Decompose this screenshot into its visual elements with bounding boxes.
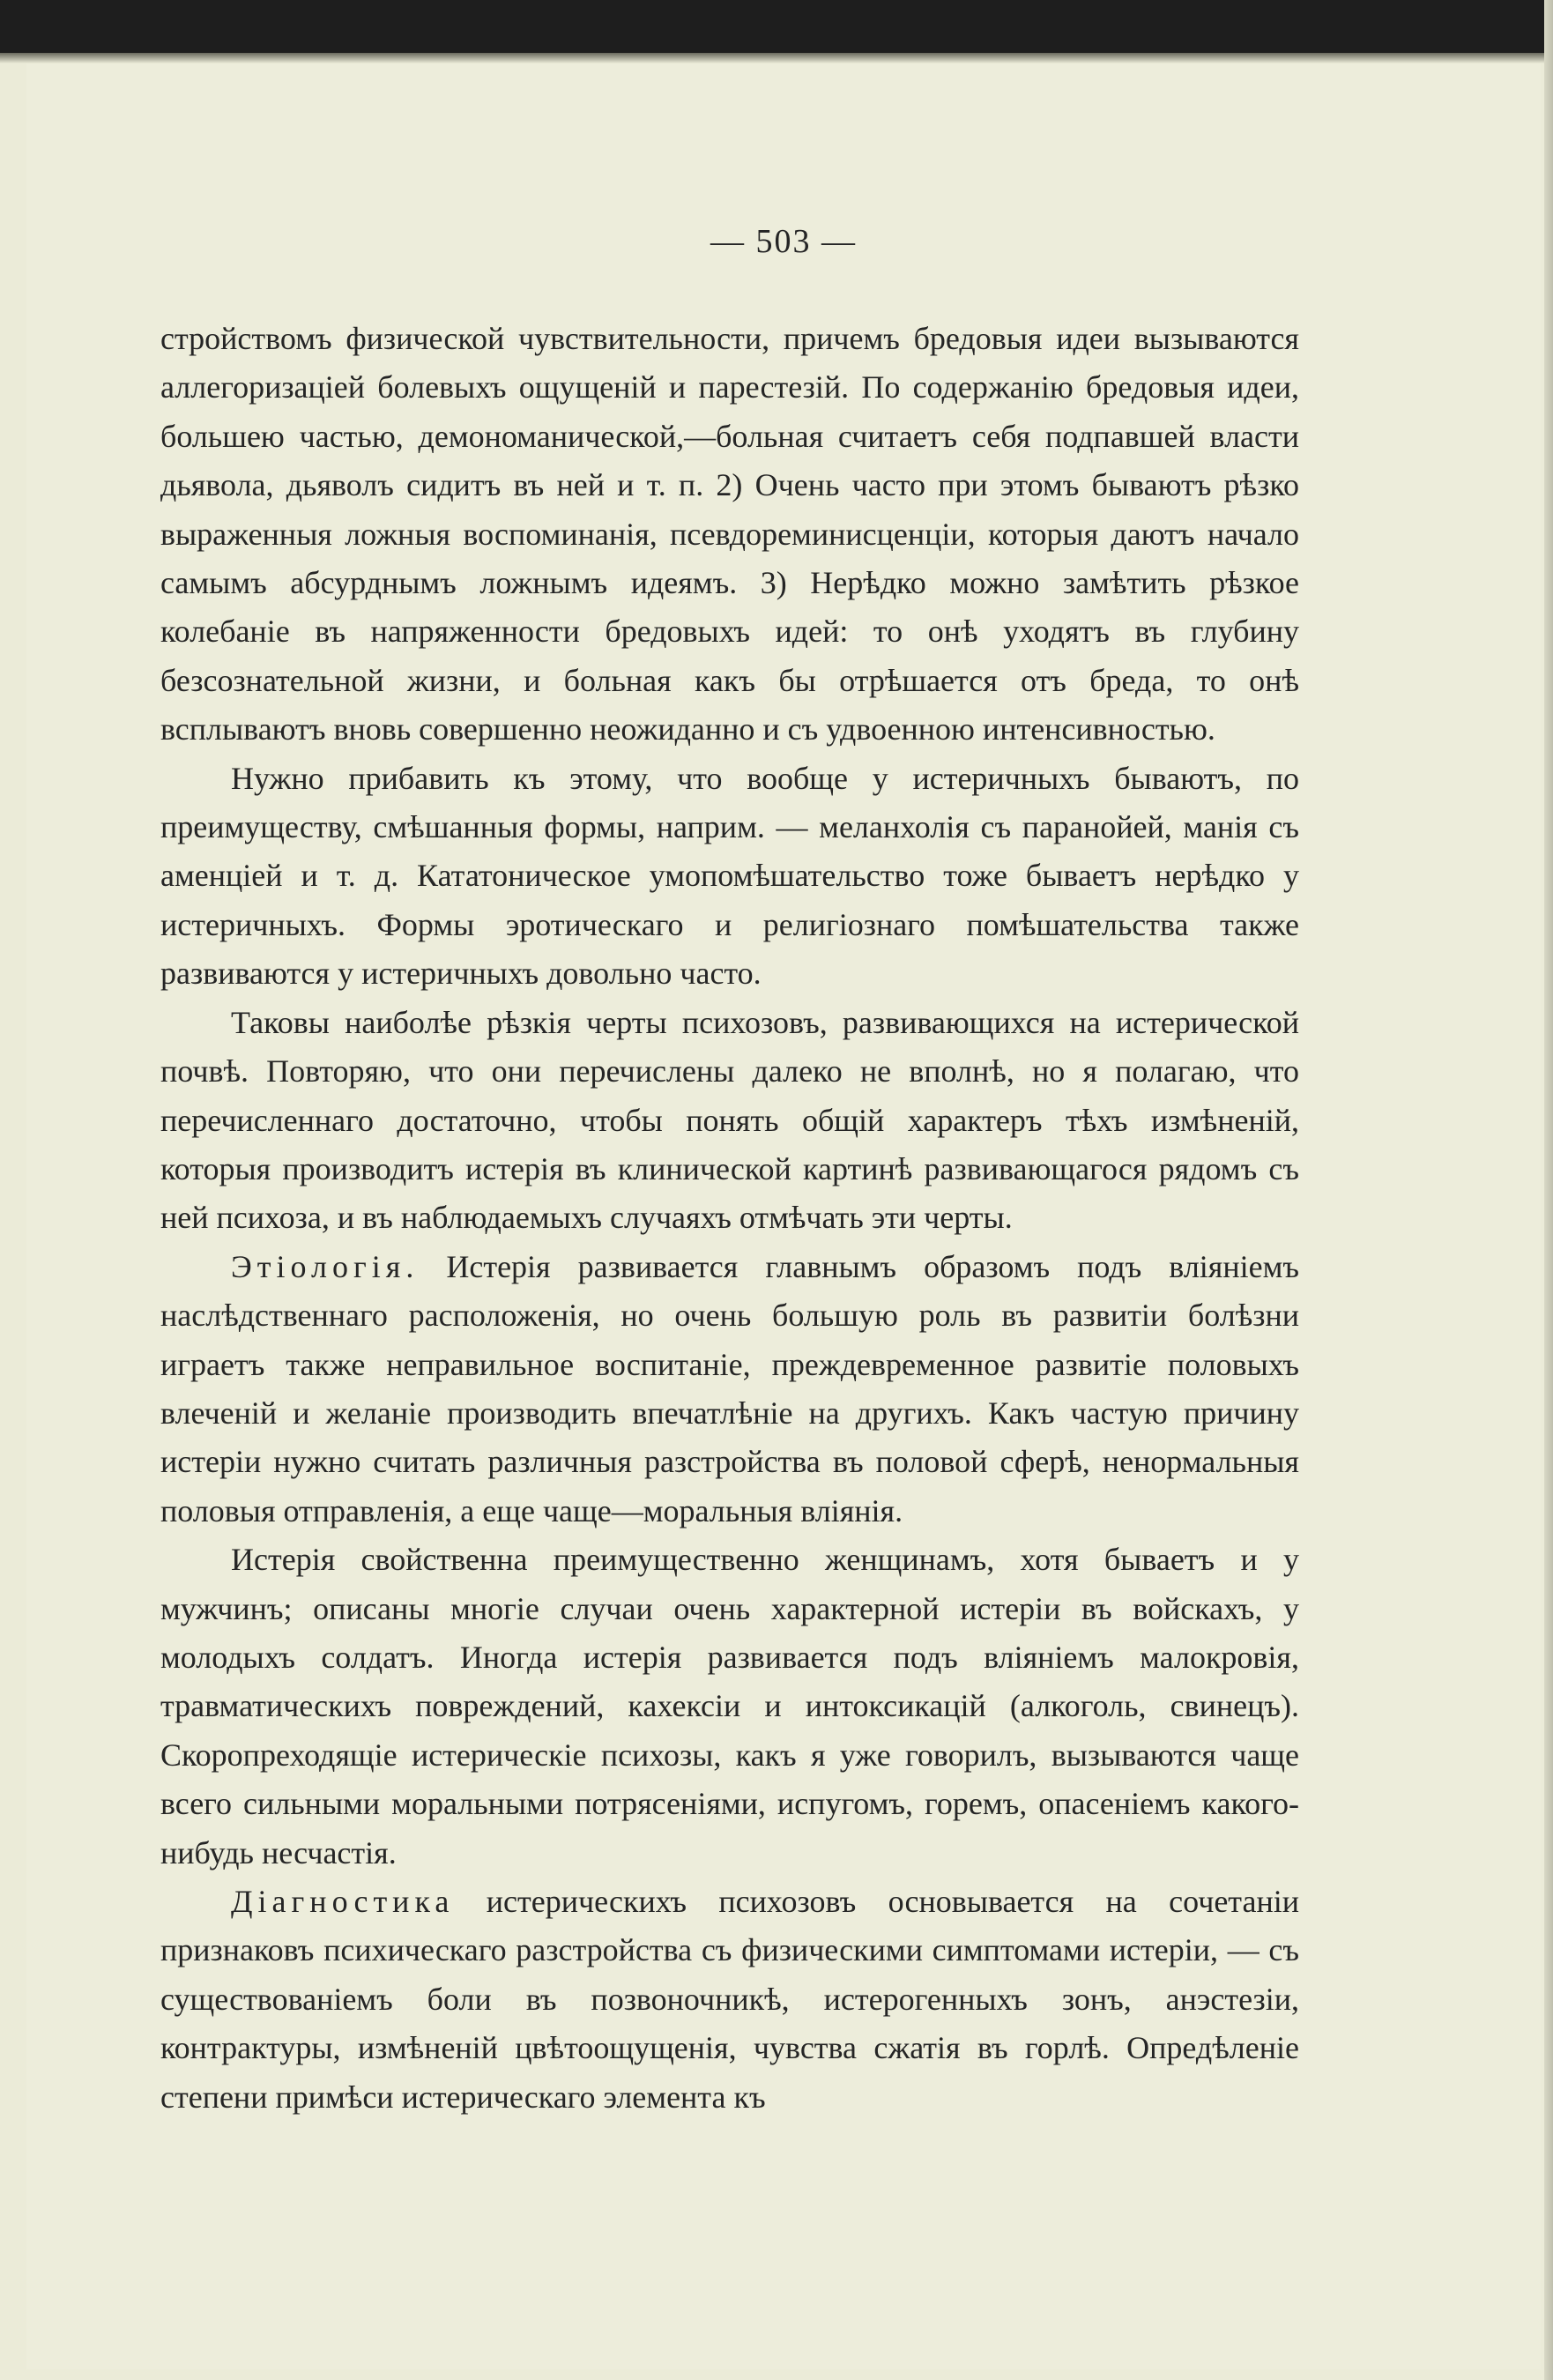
paragraph-4 bbox=[160, 1243, 1299, 1536]
paragraph-3 bbox=[160, 999, 1299, 1243]
book-page bbox=[26, 63, 1541, 2369]
diagnostics-term: Дiагностика bbox=[231, 1884, 455, 1919]
paragraph-3-text: Таковы наиболѣе рѣзкiя черты психозовъ, развивающихся на истерической почвѣ. Повторяю, что они перечислены далеко не вполнѣ, но я полагаю, что перечисленнаго достаточно, чтобы понять общiй характеръ тѣхъ измѣненiй, которыя производитъ истерiя въ клинической картинѣ развивающагося рядомъ съ ней психоза, и въ наблюдаемыхъ случаяхъ отмѣчать эти черты. bbox=[160, 1004, 1299, 1236]
paragraph-5-text: Истерiя свойственна преимущественно женщинамъ, хотя бываетъ и у мужчинъ; описаны многiе случаи очень характерной истерiи въ войскахъ, у молодыхъ солдатъ. Иногда истерiя развивается подъ влiянiемъ малокровiя, травматическихъ повреждений, кахексiи и интоксикацiй (алкоголь, свинецъ). Скоропреходящiе истерическiе психозы, какъ я уже говорилъ, вызываются чаще всего сильными моральными потрясенiями, испугомъ, горемъ, опасенiемъ какого-нибудь несчастiя. bbox=[160, 1542, 1299, 1871]
paragraph-5 bbox=[160, 1536, 1299, 1878]
scan-top-border bbox=[0, 0, 1553, 53]
paragraph-6 bbox=[160, 1878, 1299, 2122]
etiology-term: Этiологiя. bbox=[231, 1248, 420, 1284]
paragraph-1-text: стройствомъ физической чувствительности, причемъ бредовыя идеи вызываются аллегоризацiей болевыхъ ощущенiй и парестезiй. По содержанiю бредовыя идеи, большею частью, демономанической,—больная считаетъ себя подпавшей власти дьявола, дьяволъ сидитъ въ ней и т. п. 2) Очень часто при этомъ бываютъ рѣзко выраженныя ложныя воспоминанiя, псевдореминисценцiи, которыя даютъ начало самымъ абсурднымъ ложнымъ идеямъ. 3) Нерѣдко можно замѣтить рѣзкое колебанiе въ напряженности бредовыхъ идей: то онѣ уходятъ въ глубину безсознательной жизни, и больная какъ бы отрѣшается отъ бреда, то онѣ всплываютъ вновь совершенно неожиданно и съ удвоенною интенсивностью. bbox=[160, 321, 1299, 747]
paragraph-4-text: Истерiя развивается главнымъ образомъ подъ влiянiемъ наслѣдственнаго расположенiя, но очень большую роль въ развитiи болѣзни играетъ также неправильное воспитанiе, преждевременное развитiе половыхъ влеченiй и желанiе производить впечатлѣнiе на другихъ. Какъ частую причину истерiи нужно считать различныя разстройства въ половой сферѣ, ненормальныя половыя отправленiя, а еще чаще—моральныя влiянiя. bbox=[160, 1248, 1299, 1528]
paragraph-6-text: истерическихъ психозовъ основывается на сочетанiи признаковъ психическаго разстройства съ физическими симптомами истерiи, — съ существованiемъ боли въ позвоночникѣ, истерогенныхъ зонъ, анэстезiи, контрактуры, измѣненiй цвѣтоощущенiя, чувства сжатiя въ горлѣ. Опредѣленiе степени примѣси истерическаго элемента къ bbox=[160, 1884, 1299, 2115]
scan-right-edge bbox=[1544, 0, 1553, 2380]
paragraph-1 bbox=[160, 315, 1299, 755]
page-text bbox=[160, 315, 1299, 2122]
scan-top-shadow bbox=[0, 53, 1553, 63]
paragraph-2 bbox=[160, 755, 1299, 999]
paragraph-2-text: Нужно прибавить къ этому, что вообще у истеричныхъ бываютъ, по преимуществу, смѣшанныя формы, наприм. — меланхолiя съ паранойей, манiя съ аменцiей и т. д. Кататоническое умопомѣшательство тоже бываетъ нерѣдко у истеричныхъ. Формы эротическаго и религiознаго помѣшательства также развиваются у истеричныхъ довольно часто. bbox=[160, 760, 1299, 992]
page-number: — 503 — bbox=[710, 223, 857, 260]
